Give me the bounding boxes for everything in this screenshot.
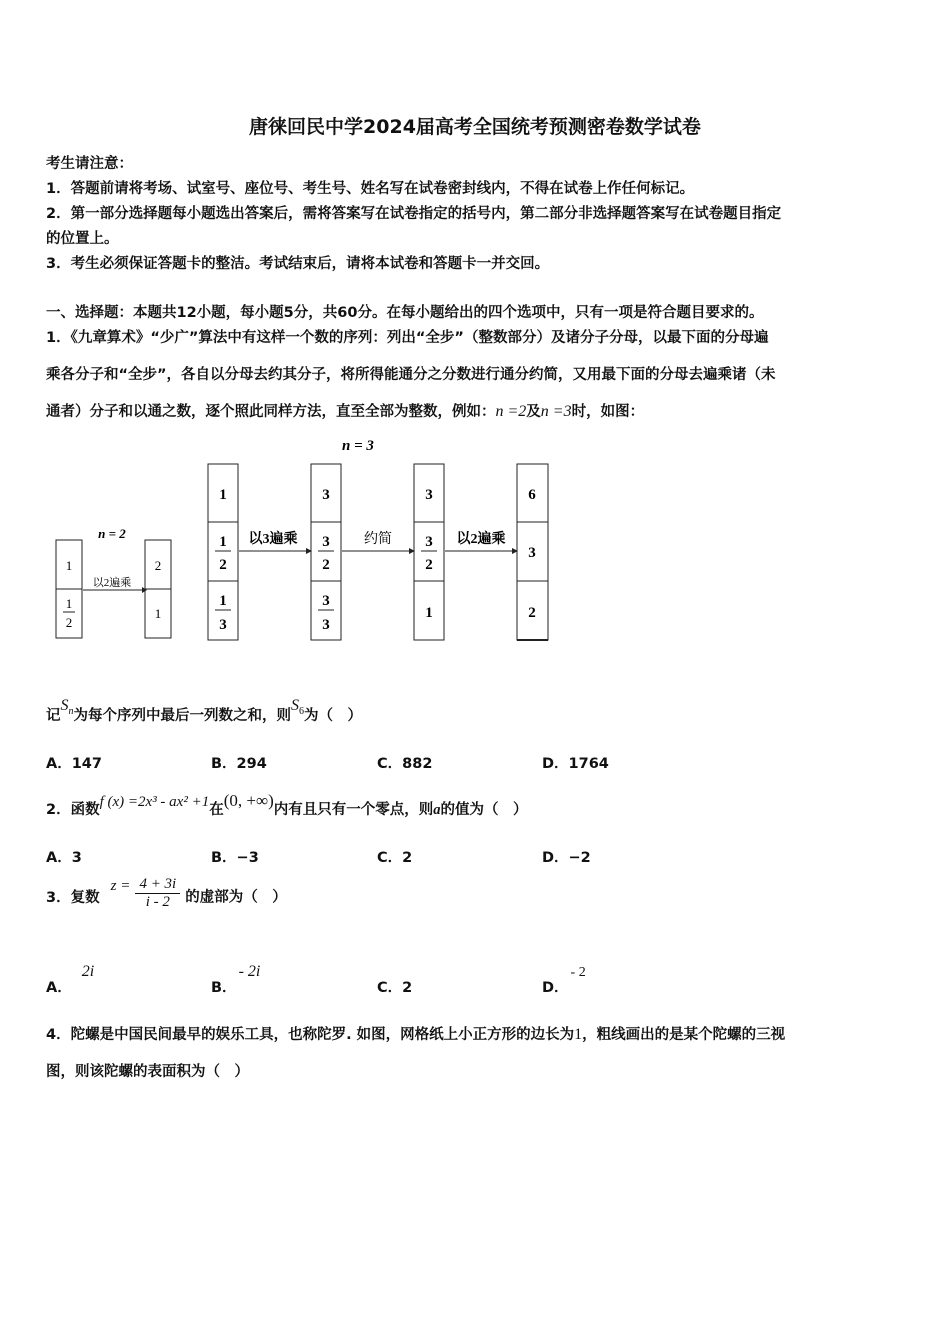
q2-option-d[interactable]: D．−2: [542, 850, 591, 866]
fig-col-a: [56, 540, 82, 638]
q3-option-c[interactable]: [377, 976, 412, 997]
fig-col-e: [414, 464, 444, 640]
q4-text-line1: [46, 1023, 785, 1044]
fig-col-b-cell-2: 1: [154, 606, 162, 621]
q1-sn: [60, 697, 74, 718]
q3-numerator: 4 + 3i: [135, 876, 180, 894]
fig-col-b: [145, 540, 171, 638]
q1-option-c[interactable]: C．882: [377, 756, 433, 772]
q1-s6-sub: 6: [299, 706, 304, 718]
q1-stem-a: 记: [46, 708, 61, 724]
q1-stem-b: 为每个序列中最后一列数之和，则: [73, 708, 291, 724]
q3-option-b[interactable]: [211, 960, 261, 996]
q3-suffix: 的虚部为（ ）: [185, 889, 287, 906]
fig-col-c-cell-3-den: 3: [219, 617, 227, 633]
q1-text-line1: 1．《九章算术》“少广”算法中有这样一个数的序列：列出“全步”（整数部分）及诸分子分母，以最下面的分母遍: [46, 330, 769, 346]
q1-sn-letter: S: [60, 697, 69, 714]
q1-n3: n =3: [540, 403, 572, 420]
fig-col-c-cell-1: 1: [219, 487, 227, 503]
q1-stem-c: 为（ ）: [304, 708, 362, 724]
fig-op-mul3: 以3遍乘: [248, 532, 298, 547]
q3-option-d[interactable]: [542, 960, 586, 996]
fig-col-e-cell-1: 3: [425, 487, 433, 503]
fig-col-c-cell-3-num: 1: [219, 593, 227, 609]
q1-option-a[interactable]: A．147: [46, 756, 102, 772]
q1-option-b[interactable]: B．294: [211, 756, 267, 772]
q1-stem: [46, 697, 362, 727]
q1-and: 及: [526, 404, 541, 420]
q3-option-c-label: C．: [377, 980, 403, 996]
q1-s6-letter: S: [291, 697, 299, 714]
q2-option-b[interactable]: B．−3: [211, 850, 259, 866]
fig-col-f-cell-3: 2: [528, 605, 536, 621]
fig-label-n2: n = 2: [98, 526, 126, 541]
q1-option-d[interactable]: D．1764: [542, 756, 609, 772]
fig-col-a-cell-2-den: 2: [65, 615, 73, 630]
q2-func: f (x) =2x³ - ax² +1: [99, 794, 210, 810]
q3-option-a-label: A．: [46, 980, 72, 996]
q4-one: 1: [574, 1026, 583, 1043]
fig-op-mul2: 以2遍乘: [92, 577, 132, 589]
q1-text-line3-a: 通者）分子和以通之数，逐个照此同样方法，直至全部为整数，例如：: [46, 404, 496, 420]
fig-col-d-cell-2-num: 3: [322, 534, 330, 550]
fig-col-c-cell-2-num: 1: [219, 534, 227, 550]
q4-line1-b: ，粗线画出的是某个陀螺的三视: [582, 1027, 786, 1043]
fig-col-d-cell-1: 3: [322, 487, 330, 503]
q2-prefix: 2．函数: [46, 802, 100, 818]
q3-fraction: [135, 876, 180, 911]
q2-var: a: [433, 802, 441, 818]
q3-option-d-value: - 2: [570, 965, 586, 980]
fig-label-n3: n = 3: [342, 438, 374, 454]
fig-col-e-cell-2-den: 2: [425, 557, 433, 573]
q4-text-line2: 图，则该陀螺的表面积为（ ）: [46, 1064, 249, 1080]
fig-col-c: [208, 464, 238, 640]
q1-figure: [40, 430, 570, 650]
notice-item-3: 3．考生必须保证答题卡的整洁。考试结束后，请将本试卷和答题卡一并交回。: [46, 256, 550, 272]
q2-option-c[interactable]: C．2: [377, 850, 413, 866]
fig-col-b-cell-1: 2: [154, 558, 162, 573]
q2-interval: (0, +∞): [223, 791, 274, 810]
q2-suffix-a: 内有且只有一个零点，则: [273, 802, 434, 818]
fig-col-f: [517, 464, 548, 640]
fig-col-e-cell-2-num: 3: [425, 534, 433, 550]
fig-col-d-cell-3-num: 3: [322, 593, 330, 609]
notice-item-1: 1．答题前请将考场、试室号、座位号、考生号、姓名写在试卷密封线内，不得在试卷上作任何标记。: [46, 181, 695, 197]
q1-s6: [291, 697, 304, 718]
fig-op-mul2b: 以2遍乘: [456, 532, 506, 547]
q1-n2: n =2: [495, 403, 527, 420]
fig-col-a-cell-2-num: 1: [65, 596, 73, 611]
q3-option-b-value: - 2i: [238, 963, 261, 980]
q4-line1-a: 4．陀螺是中国民间最早的娱乐工具，也称陀罗. 如图，网格纸上小正方形的边长为: [46, 1027, 575, 1043]
notice-item-2: 2．第一部分选择题每小题选出答案后，需将答案写在试卷指定的括号内，第二部分非选择题答案写在试卷题目指定: [46, 206, 782, 222]
q3-prefix: 3．复数: [46, 889, 100, 906]
q3-option-a-value: 2i: [81, 963, 95, 980]
fig-col-a-cell-1: 1: [65, 558, 73, 573]
q2-suffix-b: 的值为（ ）: [440, 802, 528, 818]
fig-op-reduce: 约简: [364, 532, 392, 547]
notice-item-2-cont: 的位置上。: [46, 231, 119, 247]
q3-z: z =: [110, 877, 131, 894]
exam-title: 唐徕回民中学2024届高考全国统考预测密卷数学试卷: [249, 116, 701, 138]
fig-col-d-cell-2-den: 2: [322, 557, 330, 573]
q3-option-d-label: D．: [542, 980, 569, 996]
q1-sn-sub: n: [68, 706, 74, 718]
q1-text-line3: [46, 400, 644, 421]
fig-col-e-cell-3: 1: [425, 605, 433, 621]
q3-option-b-label: B．: [211, 980, 237, 996]
q3-denominator: i - 2: [145, 894, 170, 910]
q3-stem: [46, 876, 287, 915]
q2-option-a[interactable]: A．3: [46, 850, 82, 866]
q1-text-line3-b: 时，如图：: [571, 404, 645, 420]
q3-option-c-value: 2: [402, 980, 413, 996]
fig-col-f-cell-1: 6: [528, 487, 536, 503]
q3-option-a[interactable]: [46, 960, 95, 996]
q2-mid: 在: [209, 802, 224, 818]
fig-col-d-cell-3-den: 3: [322, 617, 330, 633]
notice-heading: 考生请注意：: [46, 156, 133, 172]
q2-stem: [46, 791, 528, 819]
q1-text-line2: 乘各分子和“全步”，各自以分母去约其分子，将所得能通分之分数进行通分约简，又用最下面的分母去遍乘诸（未: [46, 367, 776, 383]
fig-col-c-cell-2-den: 2: [219, 557, 227, 573]
fig-col-d: [311, 464, 341, 640]
fig-col-f-cell-2: 3: [528, 545, 536, 561]
section-heading: 一、选择题：本题共12小题，每小题5分，共60分。在每小题给出的四个选项中，只有一项是符合题目要求的。: [46, 305, 764, 321]
